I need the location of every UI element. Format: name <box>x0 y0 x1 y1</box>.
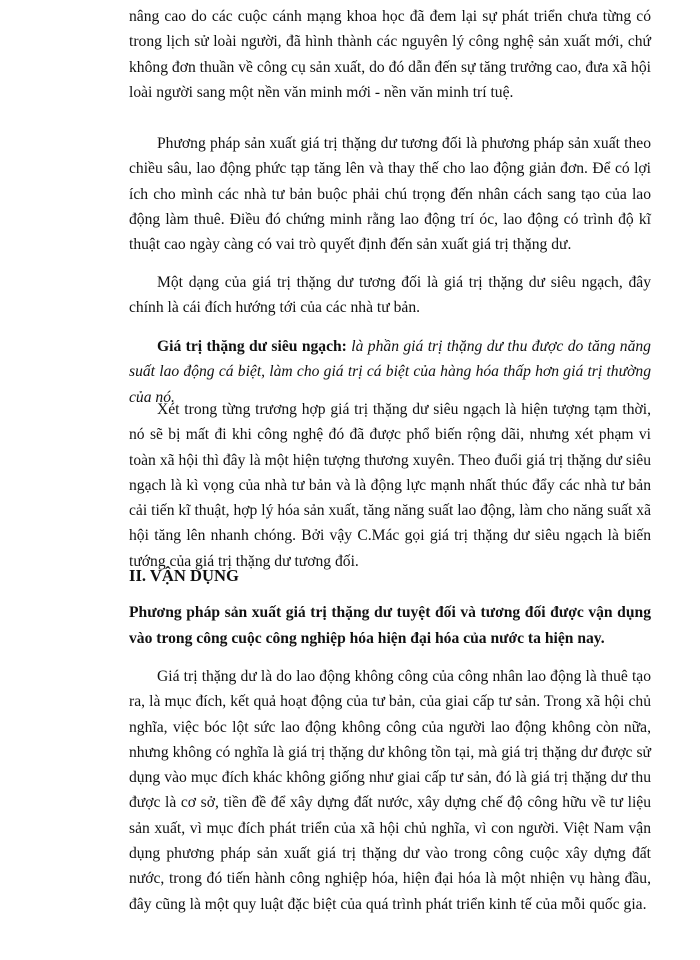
section-heading: II. VẬN DỤNG <box>129 566 239 585</box>
definition-text: là phần giá trị thặng dư thu được do tăng năng suất lao động cá biệt, làm cho giá trị cá biệt của hàng hóa thấp hơn giá trị thường của nó. <box>129 338 651 406</box>
paragraph-continuation: nâng cao do các cuộc cánh mạng khoa học đã đem lại sự phát triển chưa từng có trong lịch sử loài người, đã hình thành các nguyên lý công nghệ sản xuất mới, chứ không đơn thuần về công cụ sản xuất, do đó dẫn đến sự tăng trưởng cao, đưa xã hội loài người sang một nền văn minh mới - nền văn minh trí tuệ. <box>129 8 651 101</box>
section-subheading-text: Phương pháp sản xuất giá trị thặng dư tuyệt đối và tương đối được vận dụng vào trong công cuộc công nghiệp hóa hiện đại hóa của nước ta hiện nay. <box>129 604 651 647</box>
paragraph-relative-surplus-method: Phương pháp sản xuất giá trị thặng dư tương đối là phương pháp sản xuất theo chiều sâu, lao động phức tạp tăng lên và thay thế cho lao động giản đơn. Để có lợi ích cho mình các nhà tư bản buộc phải chú trọng đến nhân cách sang tạo của lao động làm thuê. Điều đó chứng minh rằng lao động trí óc, lao động có trình độ kĩ thuật cao ngày càng có vai trò quyết định đến sản xuất giá trị thặng dư. <box>129 135 651 254</box>
paragraph-application: Giá trị thặng dư là do lao động không công của công nhân lao động là thuê tạo ra, là mục đích, kết quả hoạt động của tư bản, của giai cấp tư sản. Trong xã hội chủ nghĩa, việc bóc lột sức lao động không công của người lao động không còn nữa, nhưng không có nghĩa là giá trị thặng dư không tồn tại, mà giá trị thặng dư được sử dụng vào mục đích khác không giống như giai cấp tư sản, đó là giá trị thặng dư thu được là cơ sở, tiền đề để xây dựng đất nước, xây dựng chế độ công hữu về tư liệu sản xuất, vì mục đích phát triển của xã hội chủ nghĩa, vì con người. Việt Nam vận dụng phương pháp sản xuất giá trị thặng dư vào trong công cuộc xây dựng đất nước, trong đó tiến hành công nghiệp hóa, hiện đại hóa là một nhiện vụ hàng đầu, đây cũng là một quy luật đặc biệt của quá trình phát triển kinh tế của mỗi quốc gia. <box>129 668 651 913</box>
paragraph-super-surplus-analysis: Xét trong từng trương hợp giá trị thặng dư siêu ngạch là hiện tượng tạm thời, nó sẽ bị mất đi khi công nghệ đó đã được phổ biến rộng dãi, nhưng xét phạm vi toàn xã hội thì đây là một hiện tượng thương xuyên. Theo đuổi giá trị thặng dư siêu ngạch là kì vọng của nhà tư bản và là động lực mạnh nhất thúc đẩy các nhà tư bản cải tiến kĩ thuật, hợp lý hóa sản xuất, tăng năng suất lao động, làm cho năng suất xã hội tăng lên nhanh chóng. Bởi vậy C.Mác gọi giá trị thặng dư siêu ngạch là biến tướng của giá trị thặng dư tương đối. <box>129 401 651 570</box>
section-subheading <box>129 600 651 651</box>
paragraph-super-surplus-intro: Một dạng của giá trị thặng dư tương đối là giá trị thặng dư siêu ngạch, đây chính là cái đích hướng tới của các nhà tư bản. <box>129 274 651 317</box>
definition-term: Giá trị thặng dư siêu ngạch: <box>157 338 347 355</box>
